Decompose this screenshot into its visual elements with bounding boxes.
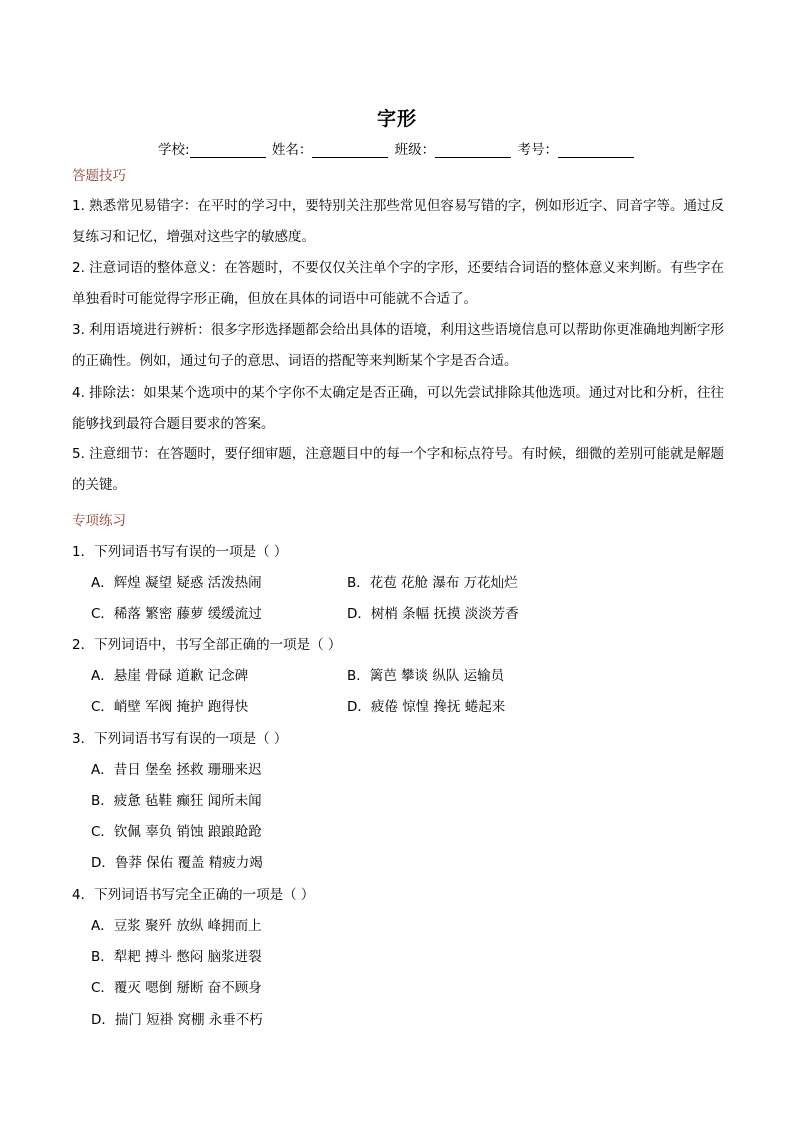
school-label: 学校: xyxy=(158,142,190,158)
question-option: A．悬崖 骨碌 道歉 记念碑 xyxy=(91,668,249,684)
question-stem: 2．下列词语中，书写全部正确的一项是（ ） xyxy=(72,637,342,653)
school-blank xyxy=(190,143,266,158)
exam-number-label: 考号： xyxy=(517,142,558,158)
name-blank xyxy=(312,143,388,158)
tip-item: 4. 排除法：如果某个选项中的某个字你不太确定是否正确，可以先尝试排除其他选项。通过对比和分析，往往能够找到最符合题目要求的答案。 xyxy=(72,385,724,432)
page-title: 字形 xyxy=(376,108,417,130)
question-option: D．树梢 条幅 抚摸 淡淡芳香 xyxy=(347,606,519,622)
question-stem: 4．下列词语书写完全正确的一项是（ ） xyxy=(72,887,315,903)
question-option: C．钦佩 辜负 销蚀 踉踉跄跄 xyxy=(91,824,262,840)
question-option: C．覆灭 嗯倒 掰断 奋不顾身 xyxy=(91,980,262,996)
class-blank xyxy=(435,143,511,158)
tip-item: 5. 注意细节：在答题时，要仔细审题，注意题目中的每一个字和标点符号。有时候，细微的差别可能就是解题的关键。 xyxy=(72,446,724,493)
practice-heading: 专项练习 xyxy=(72,513,126,529)
student-info-line xyxy=(0,138,794,158)
question-option: A．豆浆 聚歼 放纵 峰拥而上 xyxy=(91,918,262,934)
question-option: B．犁耙 搏斗 憋闷 脑浆迸裂 xyxy=(91,949,262,965)
question-option: D．疲倦 惊惶 搀抚 蜷起来 xyxy=(347,699,506,715)
question-option: D．鲁莽 保佑 覆盖 精疲力竭 xyxy=(91,855,263,871)
question-option: A．昔日 堡垒 拯救 珊珊来迟 xyxy=(91,762,262,778)
question-option: C．峭壁 军阀 掩护 跑得快 xyxy=(91,699,249,715)
question-stem: 3．下列词语书写有误的一项是（ ） xyxy=(72,731,288,747)
question-option: B．疲惫 毡鞋 癫狂 闻所未闻 xyxy=(91,793,262,809)
question-option: B．篱芭 攀谈 纵队 运输员 xyxy=(347,668,505,684)
question-stem: 1．下列词语书写有误的一项是（ ） xyxy=(72,544,288,560)
class-label: 班级： xyxy=(394,142,436,158)
question-option: A．辉煌 凝望 疑惑 活泼热闹 xyxy=(91,575,262,591)
tip-item: 1. 熟悉常见易错字：在平时的学习中，要特别关注那些常见但容易写错的字，例如形近字、同音字等。通过反复练习和记忆，增强对这些字的敏感度。 xyxy=(72,198,724,245)
name-label: 姓名： xyxy=(271,142,313,158)
question-option: C．稀落 繁密 藤萝 缓缓流过 xyxy=(91,606,262,622)
exam-number-blank xyxy=(558,143,634,158)
tip-item: 3. 利用语境进行辨析：很多字形选择题都会给出具体的语境，利用这些语境信息可以帮助你更准确地判断字形的正确性。例如，通过句子的意思、词语的搭配等来判断某个字是否合适。 xyxy=(72,322,724,369)
question-option: B．花苞 花舱 瀑布 万花灿烂 xyxy=(347,575,518,591)
tips-heading: 答题技巧 xyxy=(72,168,126,184)
question-option: D．揣门 短褂 窝棚 永垂不朽 xyxy=(91,1012,263,1028)
tip-item: 2. 注意词语的整体意义：在答题时，不要仅仅关注单个字的字形，还要结合词语的整体意义来判断。有些字在单独看时可能觉得字形正确，但放在具体的词语中可能就不合适了。 xyxy=(72,260,724,307)
